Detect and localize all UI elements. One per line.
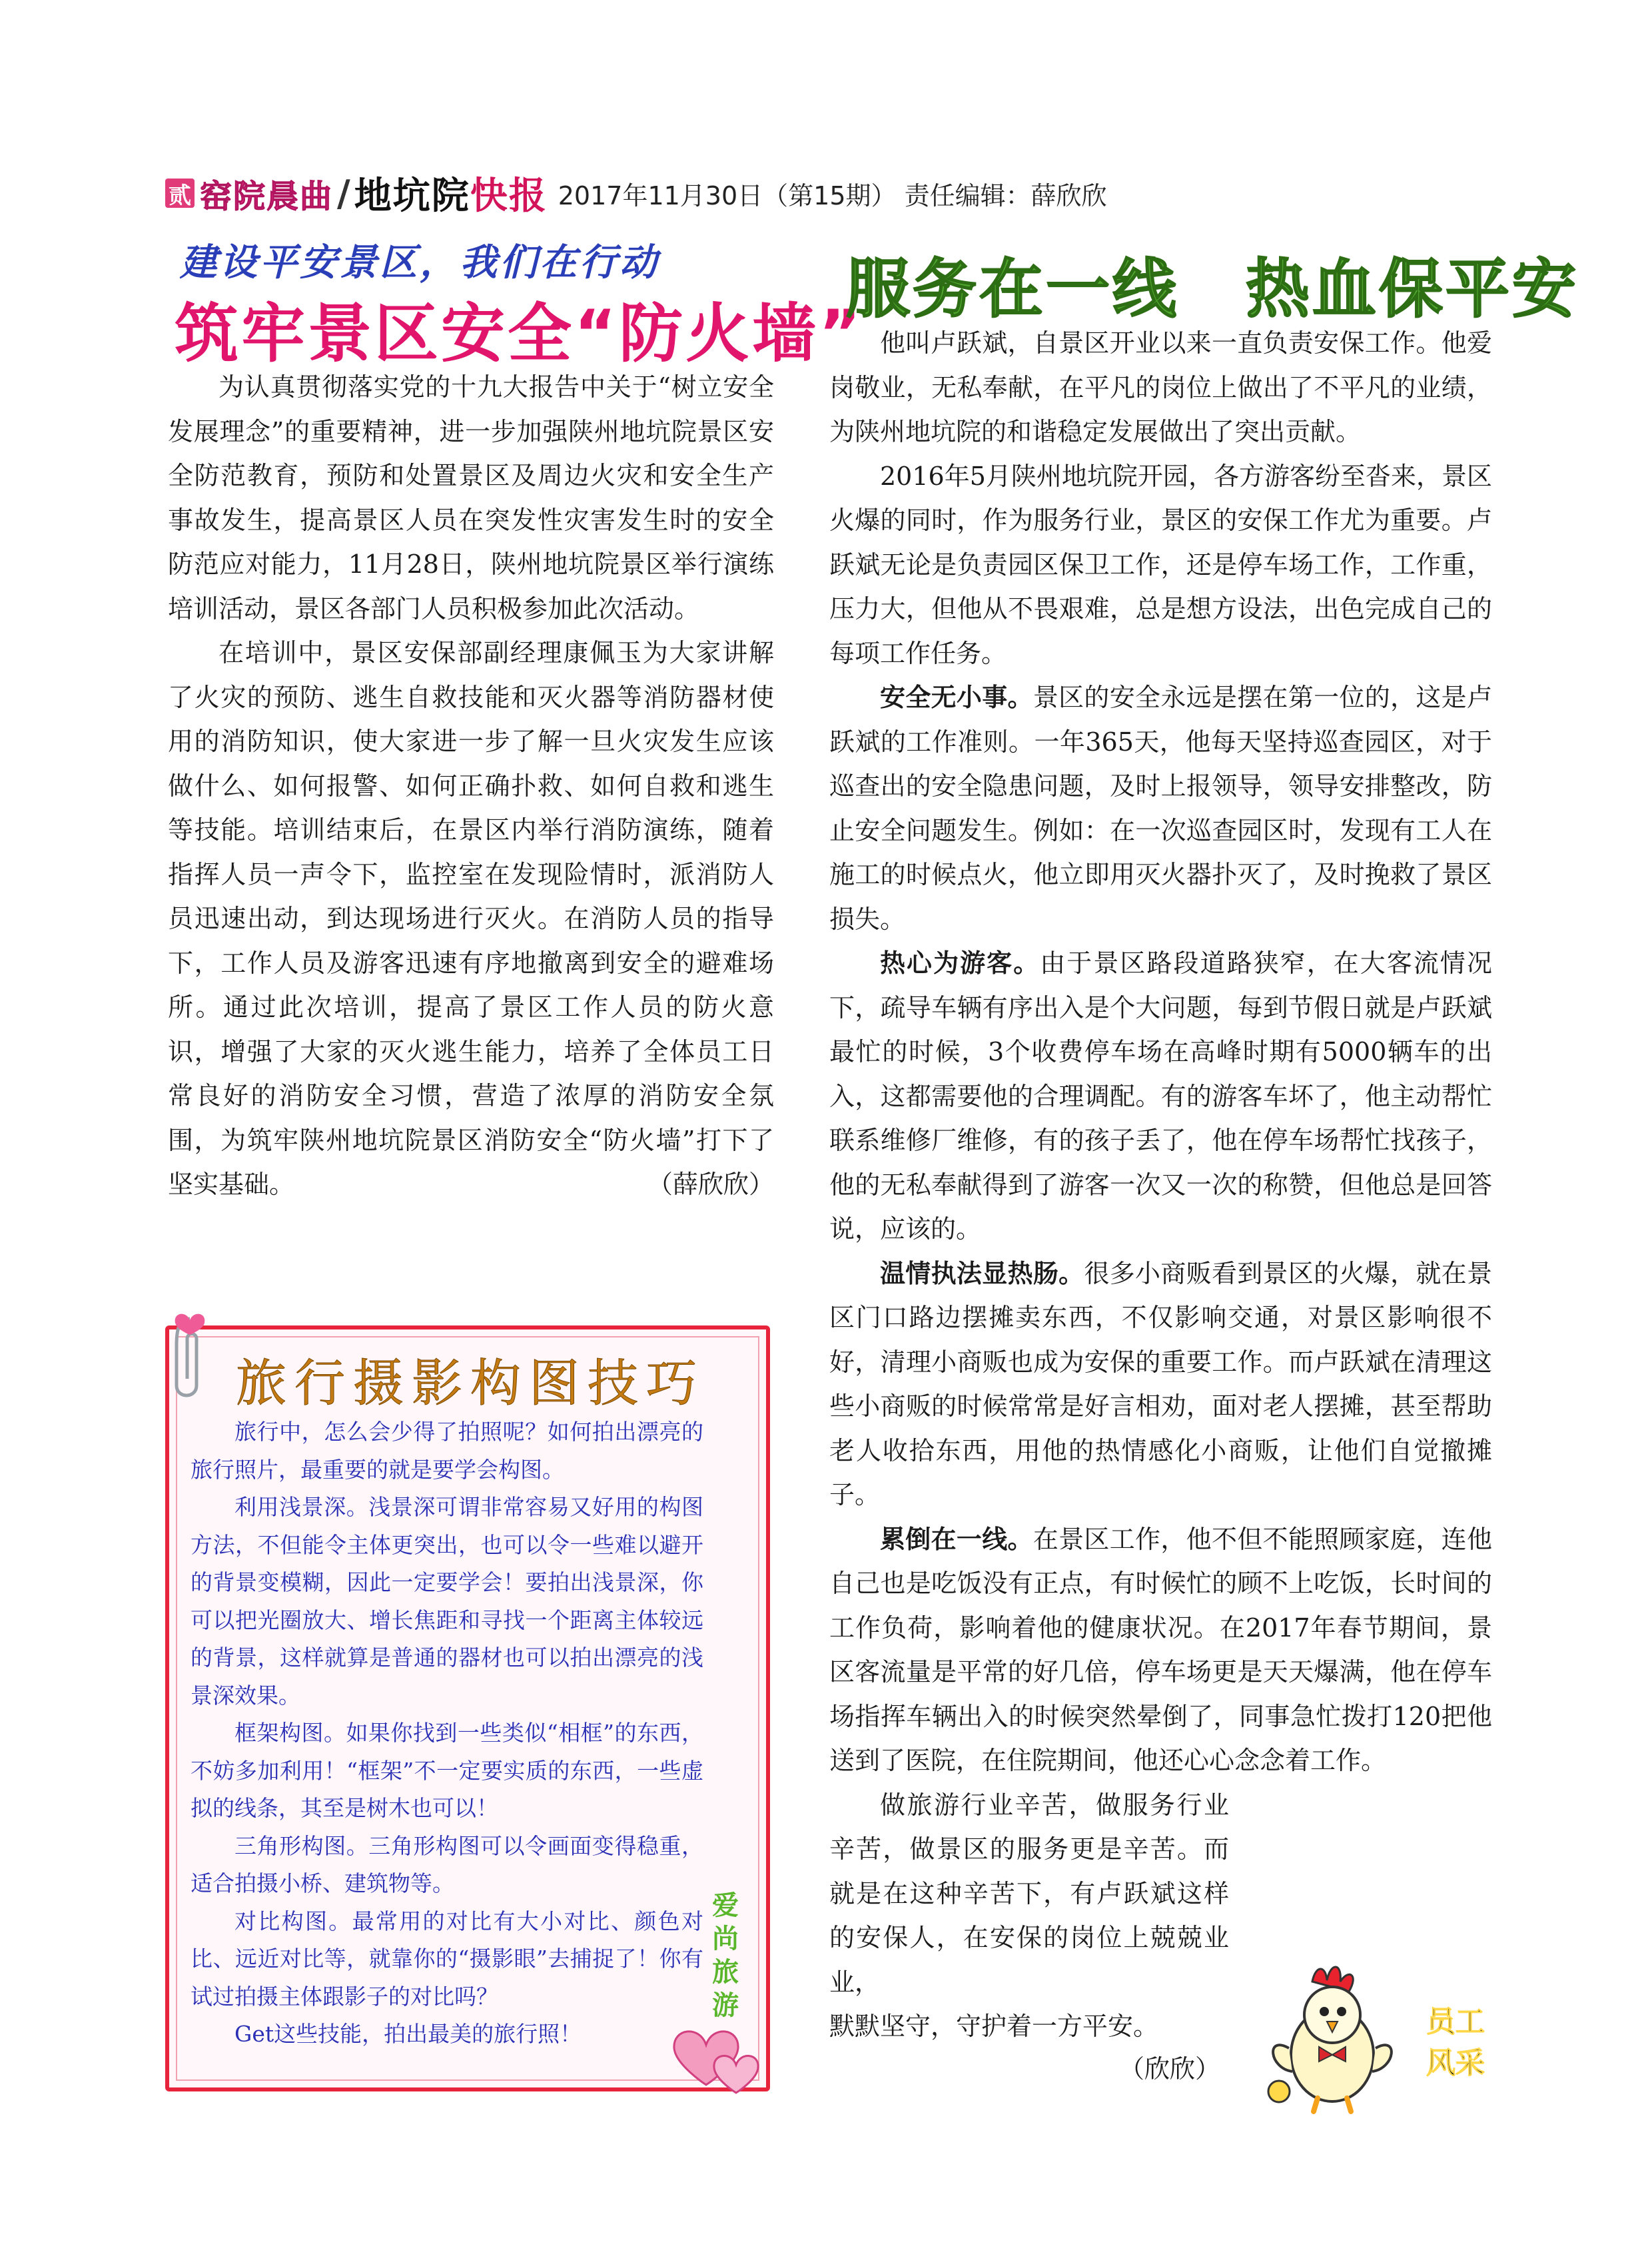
paperclip-heart-icon (170, 1306, 216, 1405)
rooster-mascot-icon (1252, 1955, 1412, 2115)
section-lead: 安全无小事。 (880, 682, 1033, 712)
section-text: 在景区工作，他不但不能照顾家庭，连他自己也是吃饭没有正点，有时候忙的顾不上吃饭，长时间的工作负荷，影响着他的健康状况。在2017年春节期间，景区客流量是平常的好几倍，停车场更是天天爆满，他在停车场指挥车辆出入的时候突然晕倒了，同事急忙拨打120把他送到了医院，在住院期间，他还心心念念着工作。 (829, 1524, 1492, 1775)
right-article-section (829, 1517, 1492, 1783)
right-article-section (829, 675, 1492, 941)
right-article-paragraph: 2016年5月陕州地坑院开园，各方游客纷至沓来，景区火爆的同时，作为服务行业，景区的安保工作尤为重要。卢跃斌无论是负责园区保卫工作，还是停车场工作，工作重，压力大，但他从不畏艰难，总是想方设法，出色完成自己的每项工作任务。 (829, 461, 1492, 668)
left-article-credit: （薛欣欣） (647, 1170, 774, 1199)
photo-tips-box (165, 1325, 770, 2091)
right-article-headline: 服务在一线 热血保平安 (846, 252, 1579, 326)
right-article-closing: 做旅游行业辛苦，做服务行业辛苦，做景区的服务更是辛苦。而就是在这种辛苦下，有卢跃斌这样的安保人，在安保的岗位上兢兢业业， (829, 1790, 1229, 1997)
right-article-closing-line: 默默坚守，守护着一方平安。 (829, 2012, 1159, 2041)
left-article-paragraph: 为认真贯彻落实党的十九大报告中关于“树立安全发展理念”的重要精神，进一步加强陕州地坑院景区安全防范教育，预防和处置景区及周边火灾和安全生产事故发生，提高景区人员在突发性灾害发生时的安全防范应对能力，11月28日，陕州地坑院景区举行演练培训活动，景区各部门人员积极参加此次活动。 (168, 372, 774, 623)
newspaper-name: 地坑院 (354, 175, 470, 218)
series-title: 窑院晨曲 (200, 177, 334, 215)
photo-tips-paragraph: 利用浅景深。浅景深可谓非常容易又好用的构图方法，不但能令主体更突出，也可以令一些难以避开的背景变模糊，因此一定要学会！要拍出浅景深，你可以把光圈放大、增长焦距和寻找一个距离主体较远的背景，这样就算是普通的器材也可以拍出漂亮的浅景深效果。 (191, 1494, 703, 1708)
section-text: 由于景区路段道路狭窄，在大客流情况下，疏导车辆有序出入是个大问题，每到节假日就是卢跃斌最忙的时候，3个收费停车场在高峰时期有5000辆车的出入，这都需要他的合理调配。有的游客车坏了，他主动帮忙联系维修厂维修，有的孩子丢了，他在停车场帮忙找孩子，他的无私奉献得到了游客一次又一次的称赞，但他总是回答说，应该的。 (829, 948, 1492, 1244)
photo-tips-title: 旅行摄影构图技巧 (236, 1353, 705, 1413)
photo-tips-body (191, 1413, 703, 2054)
page-number-mark: 贰 (165, 179, 195, 208)
issue-info: 2017年11月30日（第15期） 责任编辑：薛欣欣 (558, 181, 1107, 210)
left-article-headline: 筑牢景区安全“防火墙” (175, 296, 864, 371)
section-lead: 温情执法显热肠。 (880, 1258, 1084, 1288)
section-text: 很多小商贩看到景区的火爆，就在景区门口路边摆摊卖东西，不仅影响交通，对景区影响很不好，清理小商贩也成为安保的重要工作。而卢跃斌在清理这些小商贩的时候常常是好言相劝，面对老人摆摊，甚至帮助老人收拾东西，用他的热情感化小商贩，让他们自觉撤摊子。 (829, 1258, 1492, 1509)
staff-style-badge-label: 员工风采 (1426, 2005, 1485, 2080)
right-article-section (829, 941, 1492, 1252)
pink-hearts-icon (666, 2018, 773, 2111)
left-article-paragraph: 在培训中，景区安保部副经理康佩玉为大家讲解了火灾的预防、逃生自救技能和灭火器等消防器材使用的消防知识，使大家进一步了解一旦火灾发生应该做什么、如何报警、如何正确扑救、如何自救和逃生等技能。培训结束后，在景区内举行消防演练，随着指挥人员一声令下，监控室在发现险情时，派消防人员迅速出动，到达现场进行灭火。在消防人员的指导下，工作人员及游客迅速有序地撤离到安全的避难场所。通过此次培训，提高了景区工作人员的防火意识，增强了大家的灭火逃生能力，培养了全体员工日常良好的消防安全习惯，营造了浓厚的消防安全氛围，为筑牢陕州地坑院景区消防安全“防火墙”打下了坚实基础。 (168, 638, 774, 1199)
right-article-section (829, 1252, 1492, 1517)
photo-tips-side-label: 爱尚旅游 (712, 1890, 739, 2021)
photo-tips-paragraph: 旅行中，怎么会少得了拍照呢？如何拍出漂亮的旅行照片，最重要的就是要学会构图。 (191, 1419, 703, 1483)
photo-tips-paragraph: 对比构图。最常用的对比有大小对比、颜色对比、远近对比等，就靠你的“摄影眼”去捕捉了！你有试过拍摄主体跟影子的对比吗？ (191, 1908, 703, 2010)
left-article-kicker: 建设平安景区，我们在行动 (180, 240, 659, 284)
section-lead: 热心为游客。 (880, 948, 1040, 978)
photo-tips-paragraph: 框架构图。如果你找到一些类似“相框”的东西，不妨多加利用！“框架”不一定要实质的东西，一些虚拟的线条，其至是树木也可以！ (191, 1720, 703, 1821)
right-article-credit: （欣欣） (1119, 2054, 1221, 2083)
title-separator: / (337, 172, 350, 214)
section-lead: 累倒在一线。 (880, 1523, 1033, 1554)
photo-tips-paragraph: 三角形构图。三角形构图可以令画面变得稳重，适合拍摄小桥、建筑物等。 (191, 1832, 703, 1896)
left-article-body (168, 365, 774, 1207)
right-article-paragraph: 他叫卢跃斌，自景区开业以来一直负责安保工作。他爱岗敬业，无私奉献，在平凡的岗位上做出了不平凡的业绩，为陕州地坑院的和谐稳定发展做出了突出贡献。 (829, 328, 1492, 446)
right-article-body (829, 321, 1492, 2049)
masthead (165, 167, 1107, 220)
newspaper-name-suffix: 快报 (470, 175, 548, 218)
photo-tips-paragraph: Get这些技能，拍出最美的旅行照！ (234, 2021, 582, 2047)
section-text: 景区的安全永远是摆在第一位的，这是卢跃斌的工作准则。一年365天，他每天坚持巡查园区，对于巡查出的安全隐患问题，及时上报领导，领导安排整改，防止安全问题发生。例如：在一次巡查园区时，发现有工人在施工的时候点火，他立即用灭火器扑灭了，及时挽救了景区损失。 (829, 683, 1492, 934)
